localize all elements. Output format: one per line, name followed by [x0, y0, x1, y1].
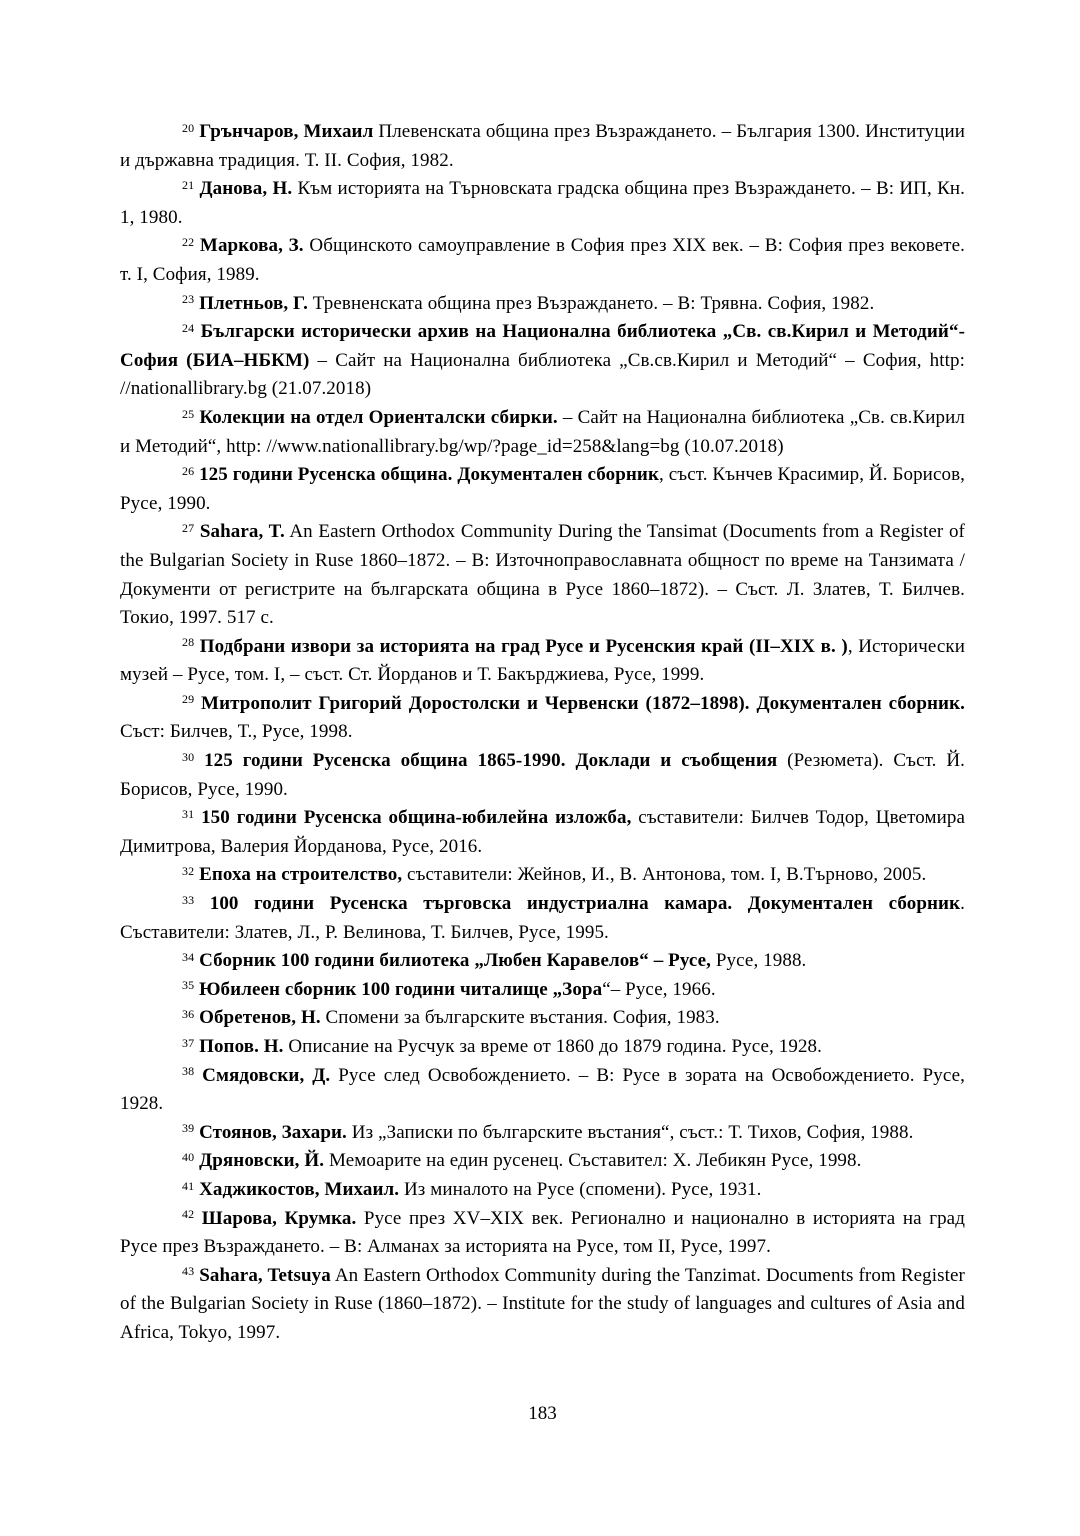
- entry-text: Тревненската община през Възраждането. – В: Трявна. София, 1982.: [307, 292, 875, 314]
- entry-number: 22: [182, 234, 195, 249]
- bibliography-entry: [120, 232, 965, 289]
- entry-lead-bold: Епоха на строителство,: [199, 864, 403, 886]
- entry-lead-bold: Грънчаров, Михаил: [199, 121, 374, 142]
- entry-number: 28: [182, 635, 195, 650]
- entry-number: 23: [182, 292, 195, 307]
- entry-text: “– Русе, 1966.: [602, 978, 716, 1000]
- entry-lead-bold: Подбрани извори за историята на град Русе и Русенския край (II–XIX в. ): [199, 635, 848, 657]
- bibliography-entry: [120, 1004, 965, 1033]
- entry-text: Из миналото на Русе (спомени). Русе, 1931.: [399, 1178, 762, 1200]
- entry-lead-bold: 150 години Русенска община-юбилейна изложба,: [201, 807, 632, 829]
- bibliography-entry: [120, 518, 965, 632]
- entry-lead-bold: Обретенов, Н.: [199, 1007, 321, 1029]
- bibliography-entry: [120, 404, 965, 461]
- entry-text: Русе след Освобождението. – В: Русе в зората на Освобождението. Русе, 1928.: [120, 1064, 965, 1115]
- entry-number: 26: [182, 463, 195, 478]
- entry-number: 37: [182, 1035, 195, 1050]
- entry-text: , Исторически музей – Русе, том. I, – съст. Ст. Йорданов и Т. Бакърджиева, Русе, 1999.: [120, 635, 965, 686]
- entry-text: Към историята на Търновската градска община през Възраждането. – В: ИП, Кн. 1, 1980.: [120, 178, 965, 228]
- bibliography-entry: [120, 1147, 965, 1176]
- entry-lead-bold: Sahara, Tetsuya: [199, 1264, 331, 1286]
- entry-text: Описание на Русчук за време от 1860 до 1879 година. Русе, 1928.: [283, 1036, 822, 1057]
- entry-lead-bold: Колекции на отдел Ориенталски сбирки.: [199, 406, 558, 428]
- bibliography-entry: [120, 318, 965, 404]
- bibliography-entry: [120, 633, 965, 690]
- bibliography-entry: [120, 1062, 965, 1119]
- bibliography-entry: [120, 947, 965, 976]
- entry-lead-bold: Sahara, T.: [199, 521, 285, 543]
- entry-number: 30: [182, 749, 195, 764]
- entry-lead-bold: Митрополит Григорий Доростолски и Червенски (1872–1898). Документален сборник.: [201, 692, 965, 714]
- entry-number: 20: [182, 120, 195, 135]
- bibliography-entry: [120, 461, 965, 518]
- page-number: 183: [528, 1403, 557, 1424]
- bibliography-entry: [120, 976, 965, 1005]
- entry-lead-bold: Хаджикостов, Михаил.: [199, 1178, 400, 1200]
- entry-lead-bold: Юбилеен сборник 100 години читалище „Зора: [199, 978, 603, 1000]
- bibliography-entry: [120, 1119, 965, 1148]
- entry-number: 32: [182, 864, 195, 879]
- entry-text: , съст. Кънчев Красимир, Й. Борисов, Русе, 1990.: [120, 464, 965, 514]
- bibliography-entry: [120, 747, 965, 804]
- entry-text: Съст: Билчев, Т., Русе, 1998.: [120, 721, 353, 743]
- entry-text: съставители: Жейнов, И., В. Антонова, том. I, В.Търново, 2005.: [402, 864, 927, 886]
- bibliography-entry: [120, 861, 965, 890]
- entry-number: 33: [182, 892, 195, 907]
- bibliography-entry: [120, 1262, 965, 1348]
- entry-number: 40: [182, 1149, 195, 1164]
- entry-lead-bold: Маркова, З.: [199, 235, 304, 257]
- entry-lead-bold: Български исторически архив на Национална библиотека „Св. св.Кирил и Методий“-София (БИА–НБКМ): [120, 321, 965, 371]
- entry-text: . Съставители: Златев, Л., Р. Велинова, Т. Билчев, Русе, 1995.: [120, 893, 965, 943]
- entry-lead-bold: Шарова, Крумка.: [201, 1207, 357, 1229]
- bibliography-entry: [120, 1176, 965, 1205]
- entry-number: 34: [182, 949, 195, 964]
- bibliography-entry: [120, 1205, 965, 1262]
- entry-text: Спомени за българските въстания. София, 1983.: [320, 1007, 720, 1029]
- entry-number: 36: [182, 1007, 195, 1022]
- entry-number: 27: [182, 520, 195, 535]
- entry-number: 25: [182, 406, 195, 421]
- entry-lead-bold: 125 години Русенска община. Документален сборник: [199, 464, 660, 486]
- entry-number: 43: [182, 1264, 195, 1279]
- entry-lead-bold: 100 години Русенска търговска индустриална камара. Документален сборник: [209, 893, 961, 915]
- entry-number: 31: [182, 806, 195, 821]
- entry-lead-bold: Стоянов, Захари.: [199, 1121, 347, 1143]
- entry-lead-bold: Дряновски, Й.: [199, 1150, 325, 1172]
- entry-number: 42: [182, 1207, 195, 1222]
- entry-text: Русе, 1988.: [711, 950, 807, 972]
- entry-number: 29: [182, 692, 195, 707]
- entry-number: 38: [182, 1064, 195, 1079]
- entry-lead-bold: Данова, Н.: [199, 178, 293, 200]
- bibliography-list: [120, 118, 965, 1348]
- entry-text: An Eastern Orthodox Community during the Tanzimat. Documents from Register of the Bulgarian Society in Ruse (1860–1872). – Institute for the study of languages and cultures of Asia and Africa, Tokyo, 1997.: [120, 1264, 965, 1343]
- bibliography-entry: [120, 1033, 965, 1062]
- entry-lead-bold: Плетньов, Г.: [199, 292, 308, 314]
- entry-text: Общинското самоуправление в София през XIX век. – В: София през вековете. т. I, София, 1989.: [120, 235, 965, 285]
- entry-number: 39: [182, 1121, 195, 1136]
- entry-text: съставители: Билчев Тодор, Цветомира Димитрова, Валерия Йорданова, Русе, 2016.: [120, 807, 965, 857]
- entry-text: – Сайт на Национална библиотека „Св.св.Кирил и Методий“ – София, http: //nationallibrary.bg (21.07.2018): [120, 349, 966, 400]
- entry-text: An Eastern Orthodox Community During the Tansimat (Documents from a Register of the Bulgarian Society in Ruse 1860–1872. – В: Източноправославната общност по време на Танзимата / Документи от регистрите на българската община в Русе 1860–1872). – Съст. Л. Златев, Т. Билчев. Токио, 1997. 517 с.: [120, 521, 965, 629]
- entry-text: Из „Записки по българските въстания“, съст.: Т. Тихов, София, 1988.: [346, 1121, 914, 1143]
- entry-text: (Резюмета). Съст. Й. Борисов, Русе, 1990.: [120, 750, 965, 800]
- entry-text: Плевенската община през Възраждането. – България 1300. Институции и държавна традиция. Т. II. София, 1982.: [120, 121, 966, 171]
- entry-number: 21: [182, 177, 195, 192]
- bibliography-entry: [120, 175, 965, 232]
- entry-lead-bold: Сборник 100 години билиотека „Любен Каравелов“ – Русе,: [199, 950, 712, 972]
- entry-number: 35: [182, 978, 195, 993]
- entry-lead-bold: 125 години Русенска община 1865-1990. Доклади и съобщения: [204, 750, 778, 772]
- bibliography-entry: [120, 804, 965, 861]
- entry-number: 41: [182, 1178, 195, 1193]
- bibliography-entry: [120, 118, 965, 175]
- entry-lead-bold: Попов. Н.: [199, 1036, 284, 1057]
- bibliography-entry: [120, 690, 965, 747]
- entry-text: – Сайт на Национална библиотека „Св. св.Кирил и Методий“, http: //www.nationallibrary.bg/wp/?page_id=258&lang=bg (10.07.2018): [120, 406, 965, 457]
- entry-lead-bold: Смядовски, Д.: [202, 1064, 331, 1086]
- entry-text: Русе през XV–XIX век. Регионално и национално в историята на град Русе през Възраждането. – В: Алманах за историята на Русе, том II, Русе, 1997.: [120, 1207, 965, 1258]
- bibliography-entry: [120, 890, 965, 947]
- entry-text: Мемоарите на един русенец. Съставител: Х. Лебикян Русе, 1998.: [324, 1150, 862, 1172]
- bibliography-entry: [120, 290, 965, 319]
- entry-number: 24: [182, 320, 195, 335]
